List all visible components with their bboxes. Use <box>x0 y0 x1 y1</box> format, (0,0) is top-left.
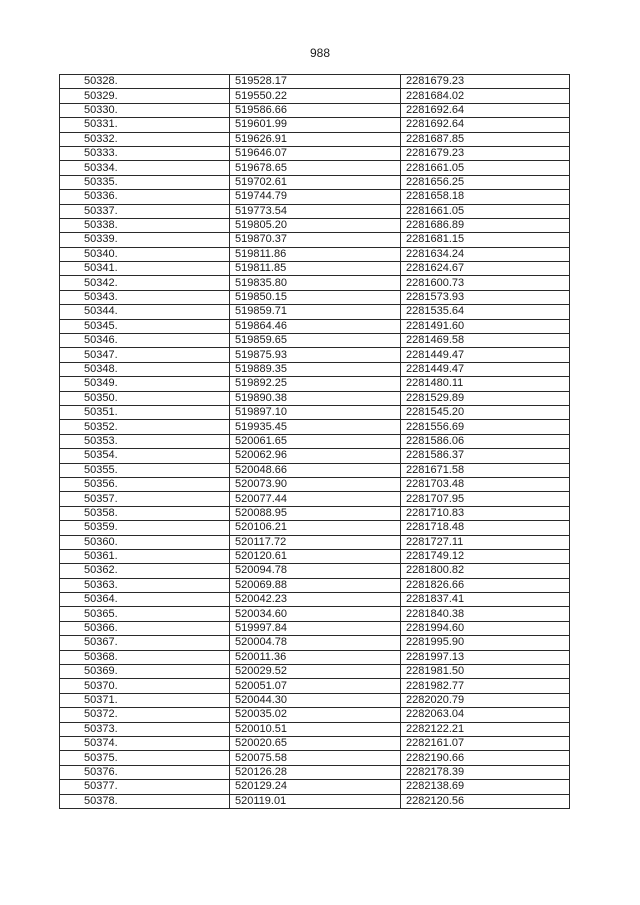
point-number-cell: 50354. <box>60 449 230 463</box>
x-coordinate-cell: 519890.38 <box>230 391 401 405</box>
y-coordinate-cell: 2282138.69 <box>401 780 570 794</box>
point-number-cell: 50334. <box>60 161 230 175</box>
x-coordinate-cell: 520088.95 <box>230 506 401 520</box>
y-coordinate-cell: 2281997.13 <box>401 650 570 664</box>
point-number-cell: 50338. <box>60 218 230 232</box>
y-coordinate-cell: 2281679.23 <box>401 146 570 160</box>
point-number-cell: 50378. <box>60 794 230 808</box>
point-number-cell: 50342. <box>60 276 230 290</box>
point-number-cell: 50366. <box>60 621 230 635</box>
x-coordinate-cell: 520044.30 <box>230 693 401 707</box>
coordinates-table <box>59 74 570 809</box>
point-number-cell: 50329. <box>60 89 230 103</box>
x-coordinate-cell: 519864.46 <box>230 319 401 333</box>
x-coordinate-cell: 520051.07 <box>230 679 401 693</box>
x-coordinate-cell: 520120.61 <box>230 549 401 563</box>
point-number-cell: 50371. <box>60 693 230 707</box>
point-number-cell: 50362. <box>60 564 230 578</box>
table-row <box>60 679 570 693</box>
x-coordinate-cell: 519859.65 <box>230 334 401 348</box>
x-coordinate-cell: 520062.96 <box>230 449 401 463</box>
point-number-cell: 50347. <box>60 348 230 362</box>
y-coordinate-cell: 2281800.82 <box>401 564 570 578</box>
table-row <box>60 190 570 204</box>
x-coordinate-cell: 520069.88 <box>230 578 401 592</box>
y-coordinate-cell: 2281707.95 <box>401 492 570 506</box>
y-coordinate-cell: 2281826.66 <box>401 578 570 592</box>
table-row <box>60 348 570 362</box>
point-number-cell: 50358. <box>60 506 230 520</box>
table-row <box>60 290 570 304</box>
point-number-cell: 50370. <box>60 679 230 693</box>
table-row <box>60 506 570 520</box>
x-coordinate-cell: 520077.44 <box>230 492 401 506</box>
x-coordinate-cell: 519811.86 <box>230 247 401 261</box>
table-row <box>60 405 570 419</box>
table-row <box>60 477 570 491</box>
y-coordinate-cell: 2281661.05 <box>401 161 570 175</box>
point-number-cell: 50377. <box>60 780 230 794</box>
point-number-cell: 50352. <box>60 420 230 434</box>
table-row <box>60 319 570 333</box>
x-coordinate-cell: 520020.65 <box>230 736 401 750</box>
point-number-cell: 50328. <box>60 75 230 89</box>
y-coordinate-cell: 2281982.77 <box>401 679 570 693</box>
table-row <box>60 492 570 506</box>
table-row <box>60 262 570 276</box>
table-row <box>60 607 570 621</box>
y-coordinate-cell: 2281703.48 <box>401 477 570 491</box>
x-coordinate-cell: 519626.91 <box>230 132 401 146</box>
table-row <box>60 89 570 103</box>
point-number-cell: 50333. <box>60 146 230 160</box>
table-row <box>60 535 570 549</box>
point-number-cell: 50348. <box>60 362 230 376</box>
table-row <box>60 549 570 563</box>
point-number-cell: 50345. <box>60 319 230 333</box>
table-row <box>60 103 570 117</box>
y-coordinate-cell: 2281994.60 <box>401 621 570 635</box>
table-row <box>60 593 570 607</box>
table-row <box>60 420 570 434</box>
point-number-cell: 50336. <box>60 190 230 204</box>
x-coordinate-cell: 519586.66 <box>230 103 401 117</box>
y-coordinate-cell: 2281480.11 <box>401 377 570 391</box>
y-coordinate-cell: 2281600.73 <box>401 276 570 290</box>
table-row <box>60 564 570 578</box>
table-row <box>60 247 570 261</box>
table-row <box>60 665 570 679</box>
y-coordinate-cell: 2281981.50 <box>401 665 570 679</box>
point-number-cell: 50368. <box>60 650 230 664</box>
point-number-cell: 50374. <box>60 736 230 750</box>
x-coordinate-cell: 520126.28 <box>230 765 401 779</box>
table-row <box>60 578 570 592</box>
y-coordinate-cell: 2281449.47 <box>401 348 570 362</box>
y-coordinate-cell: 2282122.21 <box>401 722 570 736</box>
table-row <box>60 621 570 635</box>
table-row <box>60 218 570 232</box>
point-number-cell: 50359. <box>60 521 230 535</box>
y-coordinate-cell: 2282190.66 <box>401 751 570 765</box>
y-coordinate-cell: 2281679.23 <box>401 75 570 89</box>
y-coordinate-cell: 2282120.56 <box>401 794 570 808</box>
table-row <box>60 736 570 750</box>
table-row <box>60 233 570 247</box>
y-coordinate-cell: 2282020.79 <box>401 693 570 707</box>
y-coordinate-cell: 2282063.04 <box>401 708 570 722</box>
x-coordinate-cell: 519897.10 <box>230 405 401 419</box>
y-coordinate-cell: 2281573.93 <box>401 290 570 304</box>
y-coordinate-cell: 2282161.07 <box>401 736 570 750</box>
x-coordinate-cell: 520034.60 <box>230 607 401 621</box>
y-coordinate-cell: 2281556.69 <box>401 420 570 434</box>
x-coordinate-cell: 519646.07 <box>230 146 401 160</box>
y-coordinate-cell: 2281535.64 <box>401 305 570 319</box>
table-row <box>60 765 570 779</box>
point-number-cell: 50372. <box>60 708 230 722</box>
point-number-cell: 50364. <box>60 593 230 607</box>
table-row <box>60 794 570 808</box>
x-coordinate-cell: 520106.21 <box>230 521 401 535</box>
y-coordinate-cell: 2281656.25 <box>401 175 570 189</box>
table-row <box>60 636 570 650</box>
point-number-cell: 50356. <box>60 477 230 491</box>
point-number-cell: 50361. <box>60 549 230 563</box>
y-coordinate-cell: 2281684.02 <box>401 89 570 103</box>
table-row <box>60 391 570 405</box>
x-coordinate-cell: 520129.24 <box>230 780 401 794</box>
point-number-cell: 50375. <box>60 751 230 765</box>
point-number-cell: 50339. <box>60 233 230 247</box>
x-coordinate-cell: 519678.65 <box>230 161 401 175</box>
point-number-cell: 50373. <box>60 722 230 736</box>
table-row <box>60 276 570 290</box>
table-row <box>60 434 570 448</box>
x-coordinate-cell: 519889.35 <box>230 362 401 376</box>
table-row <box>60 449 570 463</box>
y-coordinate-cell: 2281449.47 <box>401 362 570 376</box>
y-coordinate-cell: 2281634.24 <box>401 247 570 261</box>
y-coordinate-cell: 2281491.60 <box>401 319 570 333</box>
point-number-cell: 50337. <box>60 204 230 218</box>
y-coordinate-cell: 2281469.58 <box>401 334 570 348</box>
x-coordinate-cell: 519875.93 <box>230 348 401 362</box>
point-number-cell: 50365. <box>60 607 230 621</box>
table-row <box>60 708 570 722</box>
x-coordinate-cell: 520048.66 <box>230 463 401 477</box>
x-coordinate-cell: 519892.25 <box>230 377 401 391</box>
x-coordinate-cell: 519935.45 <box>230 420 401 434</box>
x-coordinate-cell: 520119.01 <box>230 794 401 808</box>
point-number-cell: 50350. <box>60 391 230 405</box>
y-coordinate-cell: 2281671.58 <box>401 463 570 477</box>
x-coordinate-cell: 520010.51 <box>230 722 401 736</box>
y-coordinate-cell: 2281661.05 <box>401 204 570 218</box>
x-coordinate-cell: 519550.22 <box>230 89 401 103</box>
y-coordinate-cell: 2281529.89 <box>401 391 570 405</box>
x-coordinate-cell: 519835.80 <box>230 276 401 290</box>
point-number-cell: 50332. <box>60 132 230 146</box>
x-coordinate-cell: 520075.58 <box>230 751 401 765</box>
y-coordinate-cell: 2281710.83 <box>401 506 570 520</box>
point-number-cell: 50343. <box>60 290 230 304</box>
point-number-cell: 50376. <box>60 765 230 779</box>
point-number-cell: 50344. <box>60 305 230 319</box>
point-number-cell: 50353. <box>60 434 230 448</box>
table-row <box>60 118 570 132</box>
table-row <box>60 75 570 89</box>
table-row <box>60 362 570 376</box>
point-number-cell: 50330. <box>60 103 230 117</box>
table-row <box>60 305 570 319</box>
table-row <box>60 521 570 535</box>
point-number-cell: 50349. <box>60 377 230 391</box>
table-row <box>60 751 570 765</box>
x-coordinate-cell: 519773.54 <box>230 204 401 218</box>
x-coordinate-cell: 519811.85 <box>230 262 401 276</box>
x-coordinate-cell: 520073.90 <box>230 477 401 491</box>
y-coordinate-cell: 2281718.48 <box>401 521 570 535</box>
y-coordinate-cell: 2281624.67 <box>401 262 570 276</box>
y-coordinate-cell: 2281586.06 <box>401 434 570 448</box>
x-coordinate-cell: 520029.52 <box>230 665 401 679</box>
table-row <box>60 463 570 477</box>
point-number-cell: 50351. <box>60 405 230 419</box>
point-number-cell: 50346. <box>60 334 230 348</box>
x-coordinate-cell: 519744.79 <box>230 190 401 204</box>
table-row <box>60 204 570 218</box>
y-coordinate-cell: 2281840.38 <box>401 607 570 621</box>
y-coordinate-cell: 2281692.64 <box>401 118 570 132</box>
x-coordinate-cell: 520035.02 <box>230 708 401 722</box>
coordinates-table-body <box>60 75 570 809</box>
point-number-cell: 50341. <box>60 262 230 276</box>
y-coordinate-cell: 2281658.18 <box>401 190 570 204</box>
y-coordinate-cell: 2281692.64 <box>401 103 570 117</box>
table-row <box>60 334 570 348</box>
y-coordinate-cell: 2281686.89 <box>401 218 570 232</box>
x-coordinate-cell: 519850.15 <box>230 290 401 304</box>
x-coordinate-cell: 520061.65 <box>230 434 401 448</box>
x-coordinate-cell: 520042.23 <box>230 593 401 607</box>
table-row <box>60 161 570 175</box>
point-number-cell: 50367. <box>60 636 230 650</box>
point-number-cell: 50369. <box>60 665 230 679</box>
table-row <box>60 175 570 189</box>
point-number-cell: 50360. <box>60 535 230 549</box>
x-coordinate-cell: 519601.99 <box>230 118 401 132</box>
y-coordinate-cell: 2281837.41 <box>401 593 570 607</box>
table-row <box>60 146 570 160</box>
x-coordinate-cell: 519870.37 <box>230 233 401 247</box>
table-row <box>60 132 570 146</box>
x-coordinate-cell: 520004.78 <box>230 636 401 650</box>
x-coordinate-cell: 519859.71 <box>230 305 401 319</box>
x-coordinate-cell: 520117.72 <box>230 535 401 549</box>
page-number: 988 <box>309 46 331 60</box>
table-row <box>60 722 570 736</box>
table-row <box>60 650 570 664</box>
table-row <box>60 780 570 794</box>
table-row <box>60 377 570 391</box>
x-coordinate-cell: 520011.36 <box>230 650 401 664</box>
x-coordinate-cell: 519528.17 <box>230 75 401 89</box>
y-coordinate-cell: 2281545.20 <box>401 405 570 419</box>
x-coordinate-cell: 519997.84 <box>230 621 401 635</box>
point-number-cell: 50335. <box>60 175 230 189</box>
y-coordinate-cell: 2281749.12 <box>401 549 570 563</box>
point-number-cell: 50355. <box>60 463 230 477</box>
x-coordinate-cell: 520094.78 <box>230 564 401 578</box>
point-number-cell: 50363. <box>60 578 230 592</box>
y-coordinate-cell: 2281681.15 <box>401 233 570 247</box>
y-coordinate-cell: 2282178.39 <box>401 765 570 779</box>
y-coordinate-cell: 2281586.37 <box>401 449 570 463</box>
point-number-cell: 50331. <box>60 118 230 132</box>
point-number-cell: 50340. <box>60 247 230 261</box>
point-number-cell: 50357. <box>60 492 230 506</box>
x-coordinate-cell: 519702.61 <box>230 175 401 189</box>
x-coordinate-cell: 519805.20 <box>230 218 401 232</box>
y-coordinate-cell: 2281687.85 <box>401 132 570 146</box>
y-coordinate-cell: 2281995.90 <box>401 636 570 650</box>
y-coordinate-cell: 2281727.11 <box>401 535 570 549</box>
table-row <box>60 693 570 707</box>
